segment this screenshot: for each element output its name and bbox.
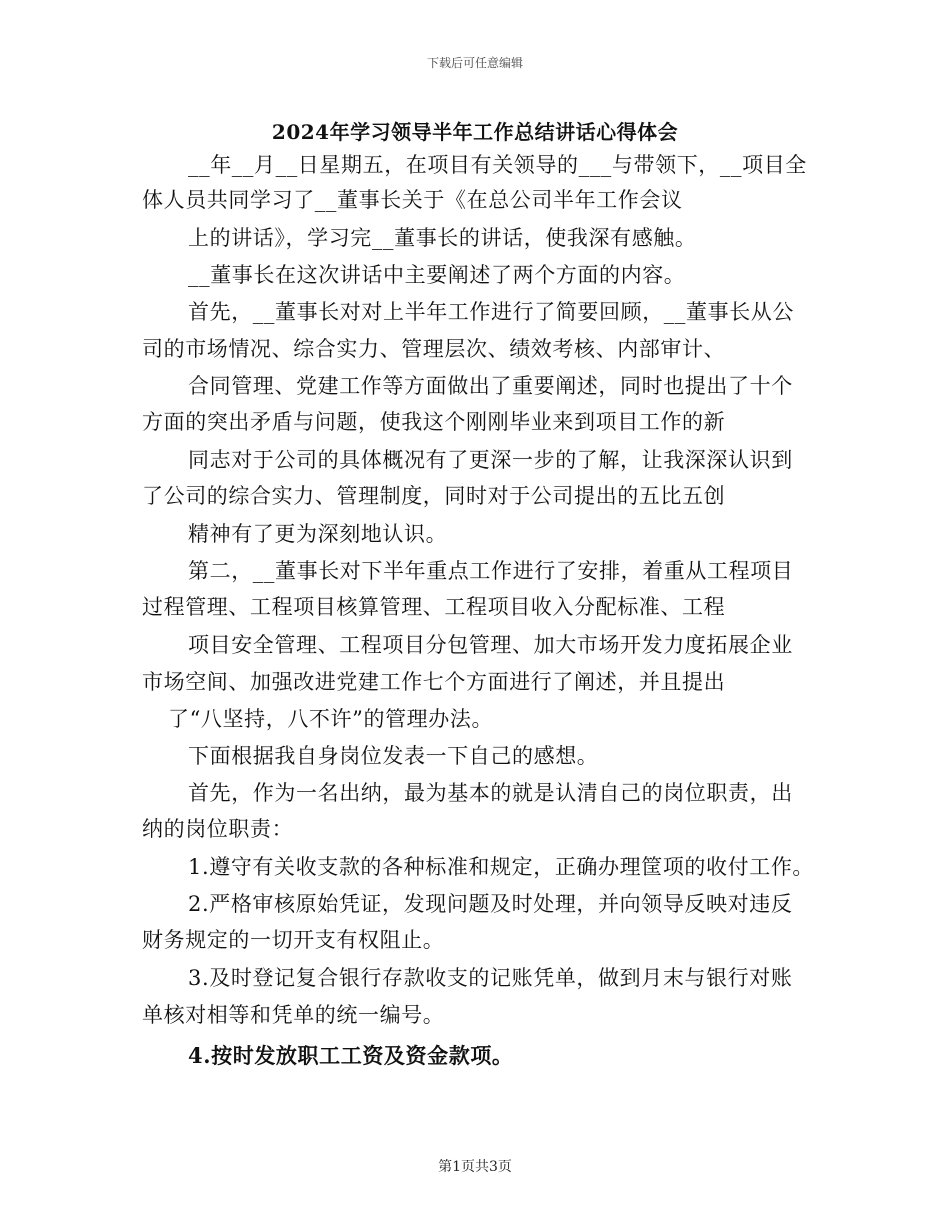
text-line: 首先，作为一名出纳，最为基本的就是认清自己的岗位职责，出 bbox=[188, 781, 793, 805]
text-line: 首先，__董事长对对上半年工作进行了简要回顾，__董事长从公 bbox=[188, 300, 794, 324]
text-line: 4.按时发放职工工资及资金款项。 bbox=[188, 1043, 514, 1068]
document-title: 2024年学习领导半年工作总结讲话心得体会 bbox=[271, 120, 679, 144]
text-line: 财务规定的一切开支有权阻止。 bbox=[142, 928, 445, 952]
header-note: 下载后可任意编辑 bbox=[426, 56, 523, 70]
text-line: __董事长在这次讲话中主要阐述了两个方面的内容。 bbox=[188, 263, 686, 287]
text-line: 了公司的综合实力、管理制度，同时对于公司提出的五比五创 bbox=[142, 484, 726, 508]
text-line: 方面的突出矛盾与问题，使我这个刚刚毕业来到项目工作的新 bbox=[142, 410, 726, 434]
text-line: 1.遵守有关收支款的各种标准和规定，正确办理筐项的收付工作。 bbox=[188, 855, 815, 879]
text-line: 合同管理、党建工作等方面做出了重要阐述，同时也提出了十个 bbox=[188, 374, 793, 398]
text-line: 市场空间、加强改进党建工作七个方面进行了阐述，并且提出 bbox=[142, 670, 726, 694]
text-line: 上的讲话》，学习完__董事长的讲话，使我深有感触。 bbox=[188, 226, 697, 250]
text-line: 体人员共同学习了__董事长关于《在总公司半年工作会议 bbox=[142, 188, 683, 212]
text-line: 精神有了更为深刻地认识。 bbox=[188, 522, 448, 546]
text-line: 了“八坚持，八不许”的管理办法。 bbox=[168, 707, 494, 731]
page-footer: 第1页共3页 bbox=[438, 1159, 512, 1175]
text-line: 2.严格审核原始凭证，发现问题及时处理，并向领导反映对违反 bbox=[188, 892, 793, 916]
text-line: 下面根据我自身岗位发表一下自己的感想。 bbox=[188, 744, 599, 768]
text-line: 项目安全管理、工程项目分包管理、加大市场开发力度拓展企业 bbox=[188, 633, 793, 657]
text-line: 第二，__董事长对下半年重点工作进行了安排，着重从工程项目 bbox=[188, 559, 794, 583]
text-line: __年__月__日星期五，在项目有关领导的___与带领下，__项目全 bbox=[188, 153, 807, 177]
text-line: 过程管理、工程项目核算管理、工程项目收入分配标准、工程 bbox=[142, 595, 726, 619]
text-line: 3.及时登记复合银行存款收支的记账凭单，做到月末与银行对账 bbox=[188, 966, 793, 990]
text-line: 纳的岗位职责： bbox=[142, 817, 294, 841]
text-line: 同志对于公司的具体概况有了更深一步的了解，让我深深认识到 bbox=[188, 448, 793, 472]
text-line: 司的市场情况、综合实力、管理层次、绩效考核、内部审计、 bbox=[142, 337, 726, 361]
text-line: 单核对相等和凭单的统一编号。 bbox=[142, 1003, 445, 1027]
